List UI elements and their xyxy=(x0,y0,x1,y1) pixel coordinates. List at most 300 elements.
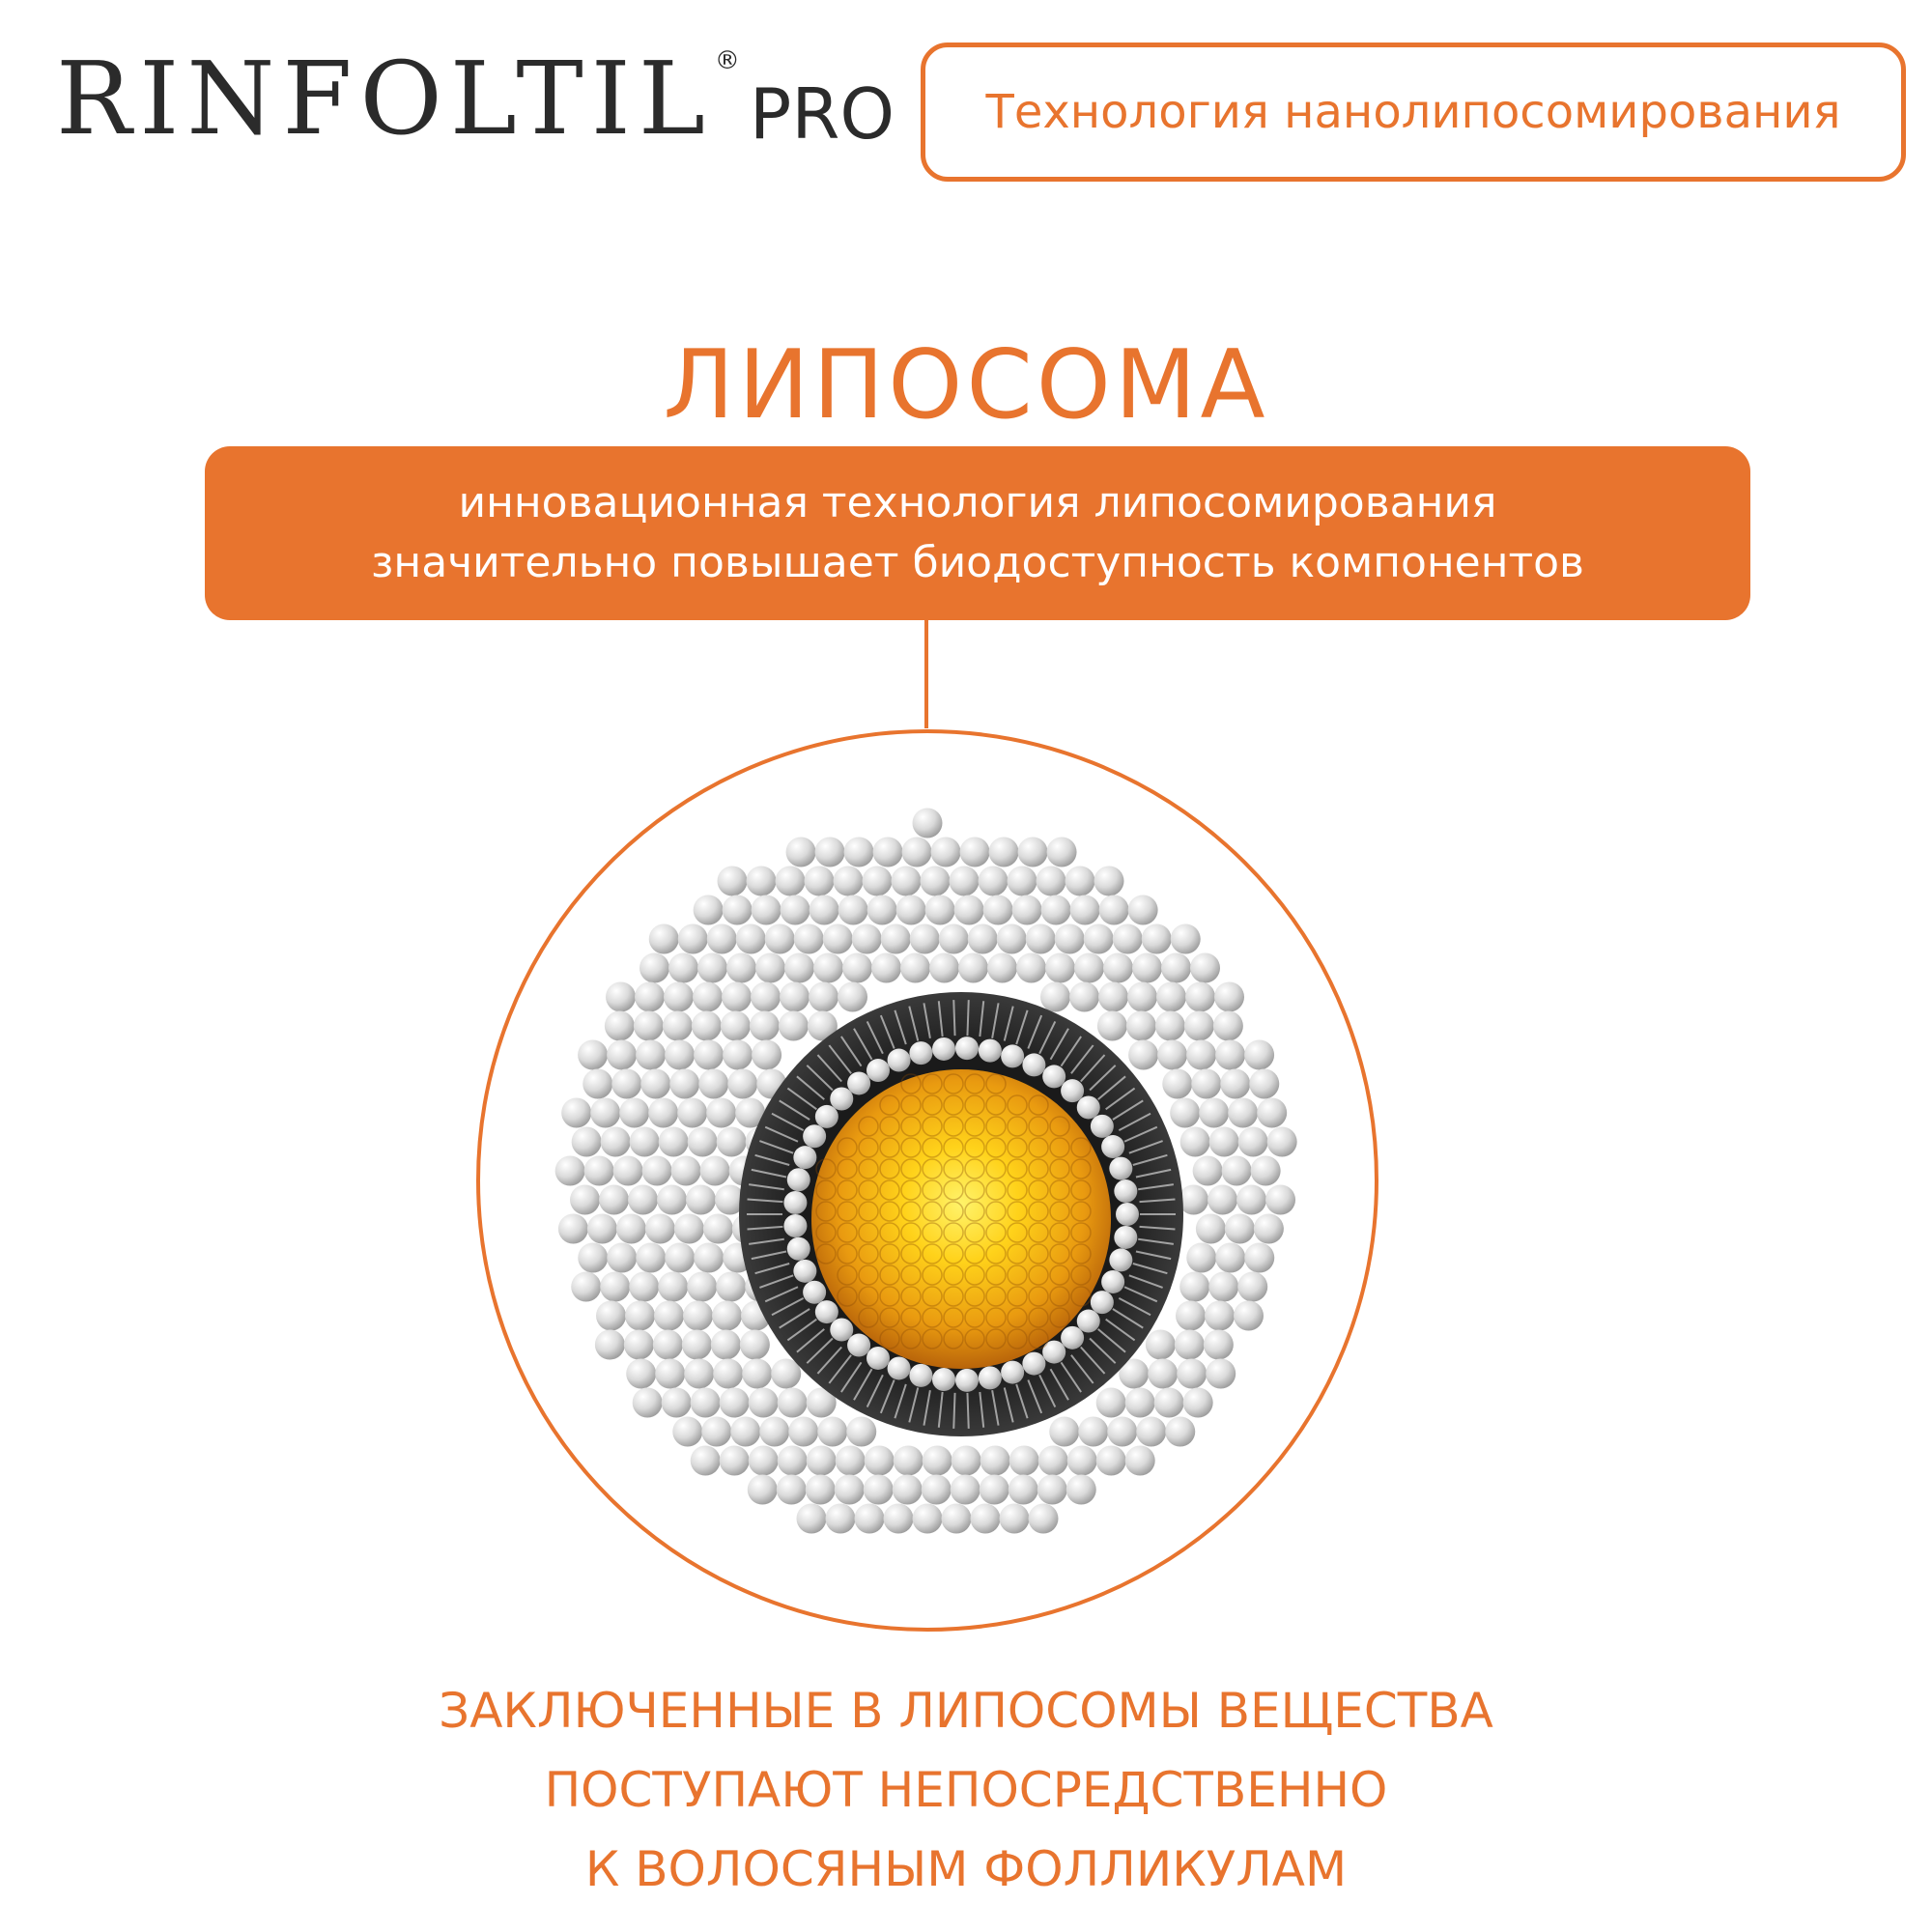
lipid-head xyxy=(561,1098,591,1128)
inner-lipid-head xyxy=(1114,1226,1137,1249)
lipid-head xyxy=(1136,1417,1166,1447)
lipid-head xyxy=(1069,982,1099,1012)
lipid-head xyxy=(707,924,737,954)
lipid-head xyxy=(826,1504,856,1534)
lipid-head xyxy=(958,953,988,983)
lipid-head xyxy=(633,1388,663,1418)
lipid-head xyxy=(1196,1214,1226,1244)
inner-lipid-head xyxy=(909,1041,932,1065)
caption-line: К ВОЛОСЯНЫМ ФОЛЛИКУЛАМ xyxy=(584,1841,1348,1897)
lipid-head xyxy=(1249,1069,1279,1099)
lipid-head xyxy=(1162,1069,1192,1099)
lipid-head xyxy=(1094,867,1124,896)
lipid-head xyxy=(815,838,845,867)
lipid-head xyxy=(1103,953,1133,983)
lipid-head xyxy=(726,953,756,983)
brand-logo xyxy=(56,37,895,162)
registered-mark: ® xyxy=(714,46,740,75)
lipid-head xyxy=(1234,1301,1264,1331)
lipid-head xyxy=(664,982,694,1012)
lipid-head xyxy=(628,1185,658,1215)
description-line: инновационная технология липосомирования xyxy=(458,478,1497,528)
lipid-head xyxy=(678,924,708,954)
lipid-head xyxy=(867,895,897,925)
inner-lipid-head xyxy=(815,1300,838,1323)
lipid-head xyxy=(658,1272,688,1302)
lipid-head xyxy=(640,1069,670,1099)
lipid-head xyxy=(777,1475,807,1505)
lipid-head xyxy=(929,953,959,983)
lipid-head xyxy=(663,1011,693,1041)
inner-lipid-head xyxy=(803,1281,826,1304)
inner-lipid-head xyxy=(979,1039,1002,1063)
lipid-head xyxy=(817,1417,847,1447)
lipid-head xyxy=(665,1040,695,1070)
technology-badge xyxy=(921,43,1906,182)
lipid-head xyxy=(684,1359,714,1389)
lipid-head xyxy=(672,1417,702,1447)
lipid-head xyxy=(659,1127,689,1157)
lipid-head xyxy=(1222,1156,1252,1186)
lipid-head xyxy=(1157,1040,1187,1070)
lipid-head xyxy=(747,867,777,896)
lipid-head xyxy=(1126,1011,1156,1041)
lipid-head xyxy=(751,982,781,1012)
lipid-head xyxy=(806,1475,836,1505)
lipid-head xyxy=(844,838,874,867)
inner-lipid-head xyxy=(1101,1270,1124,1293)
lipid-head xyxy=(1267,1127,1297,1157)
lipid-head xyxy=(980,1446,1010,1476)
lipid-head xyxy=(989,838,1019,867)
inner-lipid-head xyxy=(888,1049,911,1072)
lipid-head xyxy=(1165,1417,1195,1447)
lipid-head xyxy=(674,1214,704,1244)
lipid-head xyxy=(813,953,843,983)
lipid-head xyxy=(698,1069,728,1099)
lipid-head xyxy=(723,895,753,925)
lipid-head xyxy=(720,1446,750,1476)
lipid-head xyxy=(1236,1185,1266,1215)
lipid-head xyxy=(736,924,766,954)
lipid-head xyxy=(578,1243,608,1273)
inner-lipid-head xyxy=(888,1356,911,1379)
inner-lipid-head xyxy=(1114,1179,1137,1203)
inner-lipid-head xyxy=(1116,1203,1139,1226)
lipid-head xyxy=(1183,1388,1213,1418)
lipid-head xyxy=(655,1359,685,1389)
lipid-head xyxy=(740,1330,770,1360)
lipid-head xyxy=(596,1301,626,1331)
lipid-head xyxy=(997,924,1027,954)
lipid-head xyxy=(1045,953,1075,983)
lipid-head xyxy=(648,1098,678,1128)
lipid-head xyxy=(1204,1330,1234,1360)
lipid-head xyxy=(607,1243,637,1273)
lipid-head xyxy=(665,1243,695,1273)
lipid-head xyxy=(570,1185,600,1215)
lipid-head xyxy=(1041,895,1071,925)
lipid-head xyxy=(952,1446,981,1476)
lipid-head xyxy=(1047,838,1077,867)
lipid-head xyxy=(778,1388,808,1418)
lipid-head xyxy=(1125,1388,1155,1418)
lipid-head xyxy=(723,1040,753,1070)
lipid-head xyxy=(788,1417,818,1447)
lipid-head xyxy=(881,924,911,954)
lipid-head xyxy=(749,1388,779,1418)
lipid-head xyxy=(834,867,864,896)
lipid-head xyxy=(865,1446,895,1476)
lipid-head xyxy=(1193,1156,1223,1186)
lipid-head xyxy=(894,1446,923,1476)
lipid-head xyxy=(606,982,636,1012)
lipid-head xyxy=(852,924,882,954)
lipid-head xyxy=(1070,895,1100,925)
lipid-head xyxy=(836,1446,866,1476)
lipid-head xyxy=(636,1243,666,1273)
lipid-head xyxy=(810,895,839,925)
lipid-head xyxy=(1254,1214,1284,1244)
lipid-head xyxy=(590,1098,620,1128)
lipid-head xyxy=(1251,1156,1281,1186)
lipid-head xyxy=(784,953,814,983)
lipid-head xyxy=(1199,1098,1229,1128)
lipid-tail xyxy=(953,1393,954,1429)
lipid-head xyxy=(900,953,930,983)
lipid-head xyxy=(1214,982,1244,1012)
lipid-head xyxy=(595,1330,625,1360)
inner-lipid-head xyxy=(979,1366,1002,1389)
lipid-head xyxy=(1066,1475,1096,1505)
inner-lipid-head xyxy=(909,1364,932,1387)
inner-lipid-head xyxy=(787,1168,810,1191)
lipid-head xyxy=(578,1040,608,1070)
lipid-head xyxy=(694,1243,724,1273)
lipid-head xyxy=(1125,1446,1155,1476)
lipid-head xyxy=(1220,1069,1250,1099)
lipid-head xyxy=(1186,1040,1216,1070)
lipid-head xyxy=(1209,1127,1239,1157)
lipid-head xyxy=(1008,867,1037,896)
lipid-head xyxy=(694,1040,724,1070)
lipid-head xyxy=(838,895,868,925)
inner-lipid-head xyxy=(1061,1079,1084,1102)
lipid-head xyxy=(613,1156,643,1186)
lipid-head xyxy=(616,1214,646,1244)
brand-suffix: PRO xyxy=(749,73,895,155)
lipid-head xyxy=(1177,1359,1207,1389)
lipid-head xyxy=(1040,982,1070,1012)
inner-lipid-head xyxy=(1042,1065,1065,1088)
lipid-head xyxy=(1084,924,1114,954)
lipid-head xyxy=(749,1446,779,1476)
lipid-head xyxy=(691,1388,721,1418)
inner-lipid-head xyxy=(847,1334,870,1357)
lipid-head xyxy=(1190,953,1220,983)
lipid-head xyxy=(1097,1011,1127,1041)
lipid-head xyxy=(1009,1475,1038,1505)
lipid-head xyxy=(923,1446,952,1476)
lipid-head xyxy=(925,895,955,925)
lipid-head xyxy=(1180,1127,1210,1157)
lipid-head xyxy=(1127,982,1157,1012)
lipid-head xyxy=(629,1272,659,1302)
lipid-head xyxy=(863,867,893,896)
lipid-head xyxy=(794,924,824,954)
lipid-head xyxy=(693,982,723,1012)
lipid-head xyxy=(1009,1446,1039,1476)
lipid-head xyxy=(686,1185,716,1215)
lipid-tail xyxy=(967,1000,968,1036)
inner-lipid-head xyxy=(1091,1291,1114,1314)
lipid-head xyxy=(1244,1040,1274,1070)
lipid-head xyxy=(1038,1446,1068,1476)
lipid-head xyxy=(931,838,961,867)
lipid-head xyxy=(662,1388,692,1418)
lipid-head xyxy=(727,1069,757,1099)
lipid-head xyxy=(607,1040,637,1070)
lipid-head xyxy=(692,1011,722,1041)
lipid-head xyxy=(1096,1388,1126,1418)
lipid-head xyxy=(682,1330,712,1360)
lipid-head xyxy=(1170,1098,1200,1128)
lipid-head xyxy=(635,982,665,1012)
lipid-head xyxy=(722,982,752,1012)
connector-line xyxy=(924,620,928,728)
lipid-head xyxy=(712,1301,742,1331)
lipid-head xyxy=(742,1359,772,1389)
lipid-head xyxy=(921,867,951,896)
caption-line: ЗАКЛЮЧЕННЫЕ В ЛИПОСОМЫ ВЕЩЕСТВА xyxy=(439,1683,1493,1739)
lipid-head xyxy=(873,838,903,867)
lipid-head xyxy=(1175,1330,1205,1360)
lipid-head xyxy=(797,1504,827,1534)
inner-lipid-head xyxy=(830,1318,853,1341)
lipid-head xyxy=(645,1214,675,1244)
lipid-head xyxy=(1257,1098,1287,1128)
inner-lipid-head xyxy=(867,1059,890,1082)
lipid-head xyxy=(1171,924,1201,954)
lipid-head xyxy=(601,1127,631,1157)
lipid-head xyxy=(778,1446,808,1476)
lipid-head xyxy=(765,924,795,954)
lipid-head xyxy=(669,1069,699,1099)
lipid-head xyxy=(636,1040,666,1070)
lipid-head xyxy=(939,924,969,954)
lipid-head xyxy=(781,895,810,925)
lipid-head xyxy=(1155,1011,1185,1041)
lipid-head xyxy=(630,1127,660,1157)
inner-lipid-head xyxy=(1077,1310,1100,1333)
lipid-head xyxy=(823,924,853,954)
lipid-head xyxy=(1132,953,1162,983)
lipid-head xyxy=(1179,1272,1209,1302)
lipid-head xyxy=(718,867,748,896)
lipid-head xyxy=(1012,895,1042,925)
lipid-head xyxy=(688,1127,718,1157)
lipid-tail xyxy=(953,1000,954,1036)
page-title: ЛИПОСОМА xyxy=(663,330,1269,440)
lipid-head xyxy=(694,895,724,925)
liposome-illustration xyxy=(473,726,1381,1634)
lipid-head xyxy=(1215,1243,1245,1273)
inner-lipid-head xyxy=(783,1214,807,1237)
inner-lipid-head xyxy=(932,1368,955,1391)
lipid-head xyxy=(619,1098,649,1128)
lipid-head xyxy=(1185,982,1215,1012)
lipid-head xyxy=(780,982,810,1012)
lipid-head xyxy=(1099,895,1129,925)
inner-lipid-head xyxy=(1001,1361,1024,1384)
lipid-head xyxy=(1067,1446,1097,1476)
lipid-head xyxy=(1146,1330,1176,1360)
lipid-head xyxy=(755,953,785,983)
lipid-head xyxy=(950,867,980,896)
liposome-frame xyxy=(473,726,1381,1634)
lipid-head xyxy=(1225,1214,1255,1244)
lipid-head xyxy=(1113,924,1143,954)
lipid-head xyxy=(983,895,1013,925)
lipid-head xyxy=(1208,1272,1238,1302)
inner-lipid-head xyxy=(830,1088,853,1111)
lipid-head xyxy=(700,1156,730,1186)
lipid-head xyxy=(599,1185,629,1215)
lipid-head xyxy=(902,838,932,867)
lipid-head xyxy=(987,953,1017,983)
inner-lipid-head xyxy=(1091,1115,1114,1138)
lipid-head xyxy=(683,1301,713,1331)
lipid-head xyxy=(706,1098,736,1128)
lipid-head xyxy=(1265,1185,1295,1215)
lipid-head xyxy=(1037,867,1066,896)
lipid-head xyxy=(776,867,806,896)
lipid-head xyxy=(838,982,867,1012)
inner-lipid-head xyxy=(1101,1135,1124,1158)
lipid-head xyxy=(716,1272,746,1302)
lipid-head xyxy=(1213,1011,1243,1041)
lipid-head xyxy=(835,1475,865,1505)
lipid-head xyxy=(1055,924,1085,954)
lipid-head xyxy=(871,953,901,983)
lipid-head xyxy=(1018,838,1048,867)
lipid-head xyxy=(884,1504,914,1534)
inner-lipid-head xyxy=(793,1146,816,1169)
inner-lipid-head xyxy=(867,1347,890,1370)
lipid-head xyxy=(807,1446,837,1476)
description-line: значительно повышает биодоступность компонентов xyxy=(371,538,1584,587)
lipid-head xyxy=(1186,1243,1216,1273)
lipid-head xyxy=(809,982,838,1012)
lipid-head xyxy=(910,924,940,954)
lipid-head xyxy=(1237,1272,1267,1302)
inner-lipid-head xyxy=(803,1124,826,1148)
technology-badge-text: Технология нанолипосомирования xyxy=(985,85,1841,139)
lipid-head xyxy=(942,1504,972,1534)
inner-lipid-head xyxy=(955,1369,979,1392)
inner-lipid-head xyxy=(1022,1053,1045,1076)
lipid-head xyxy=(1206,1359,1236,1389)
lipid-head xyxy=(653,1330,683,1360)
lipid-head xyxy=(721,1011,751,1041)
lipid-head xyxy=(893,1475,923,1505)
lipid-head xyxy=(759,1417,789,1447)
lipid-head xyxy=(720,1388,750,1418)
lipid-head xyxy=(1238,1127,1268,1157)
lipid-head xyxy=(639,953,669,983)
lipid-head xyxy=(846,1417,876,1447)
lipid-head xyxy=(748,1475,778,1505)
lipid-head xyxy=(1128,1040,1158,1070)
brand-name: RINFOLTIL xyxy=(56,40,713,157)
lipid-head xyxy=(1156,982,1186,1012)
lipid-head xyxy=(968,924,998,954)
lipid-head xyxy=(1037,1475,1067,1505)
lipid-head xyxy=(571,1272,601,1302)
lipid-head xyxy=(980,1475,1009,1505)
inner-lipid-head xyxy=(847,1071,870,1094)
lipid-head xyxy=(954,895,984,925)
lipid-head xyxy=(779,1011,809,1041)
lipid-head xyxy=(634,1011,664,1041)
lipid-head xyxy=(691,1446,721,1476)
lipid-head xyxy=(1154,1388,1184,1418)
lipid-head xyxy=(625,1301,655,1331)
lipid-head xyxy=(582,1069,612,1099)
lipid-head xyxy=(913,809,943,838)
lipid-head xyxy=(892,867,922,896)
lipid-head xyxy=(558,1214,588,1244)
inner-lipid-head xyxy=(1061,1326,1084,1350)
lipid-head xyxy=(971,1504,1001,1534)
lipid-head xyxy=(1205,1301,1235,1331)
lipid-head xyxy=(1184,1011,1214,1041)
lipid-head xyxy=(657,1185,687,1215)
lipid-head xyxy=(701,1417,731,1447)
lipid-head xyxy=(1215,1040,1245,1070)
description-box xyxy=(205,446,1750,620)
lipid-head xyxy=(1098,982,1128,1012)
lipid-head xyxy=(642,1156,672,1186)
lipid-head xyxy=(922,1475,952,1505)
lipid-head xyxy=(711,1330,741,1360)
inner-lipid-head xyxy=(793,1260,816,1283)
lipid-head xyxy=(1176,1301,1206,1331)
lipid-head xyxy=(1107,1417,1137,1447)
caption xyxy=(0,1671,1932,1909)
inner-lipid-head xyxy=(787,1237,810,1261)
lipid-head xyxy=(1191,1069,1221,1099)
lipid-head xyxy=(805,867,835,896)
lipid-head xyxy=(572,1127,602,1157)
lipid-head xyxy=(713,1359,743,1389)
lipid-head xyxy=(750,1011,780,1041)
inner-lipid-head xyxy=(815,1105,838,1128)
lipid-head xyxy=(730,1417,760,1447)
lipid-head xyxy=(703,1214,733,1244)
lipid-head xyxy=(605,1011,635,1041)
lipid-head xyxy=(677,1098,707,1128)
lipid-head xyxy=(587,1214,617,1244)
lipid-head xyxy=(951,1475,980,1505)
lipid-head xyxy=(752,895,781,925)
lipid-head xyxy=(1142,924,1172,954)
lipid-head xyxy=(786,838,816,867)
lipid-head xyxy=(555,1156,585,1186)
lipid-head xyxy=(611,1069,641,1099)
lipid-head xyxy=(855,1504,885,1534)
lipid-head xyxy=(717,1127,747,1157)
